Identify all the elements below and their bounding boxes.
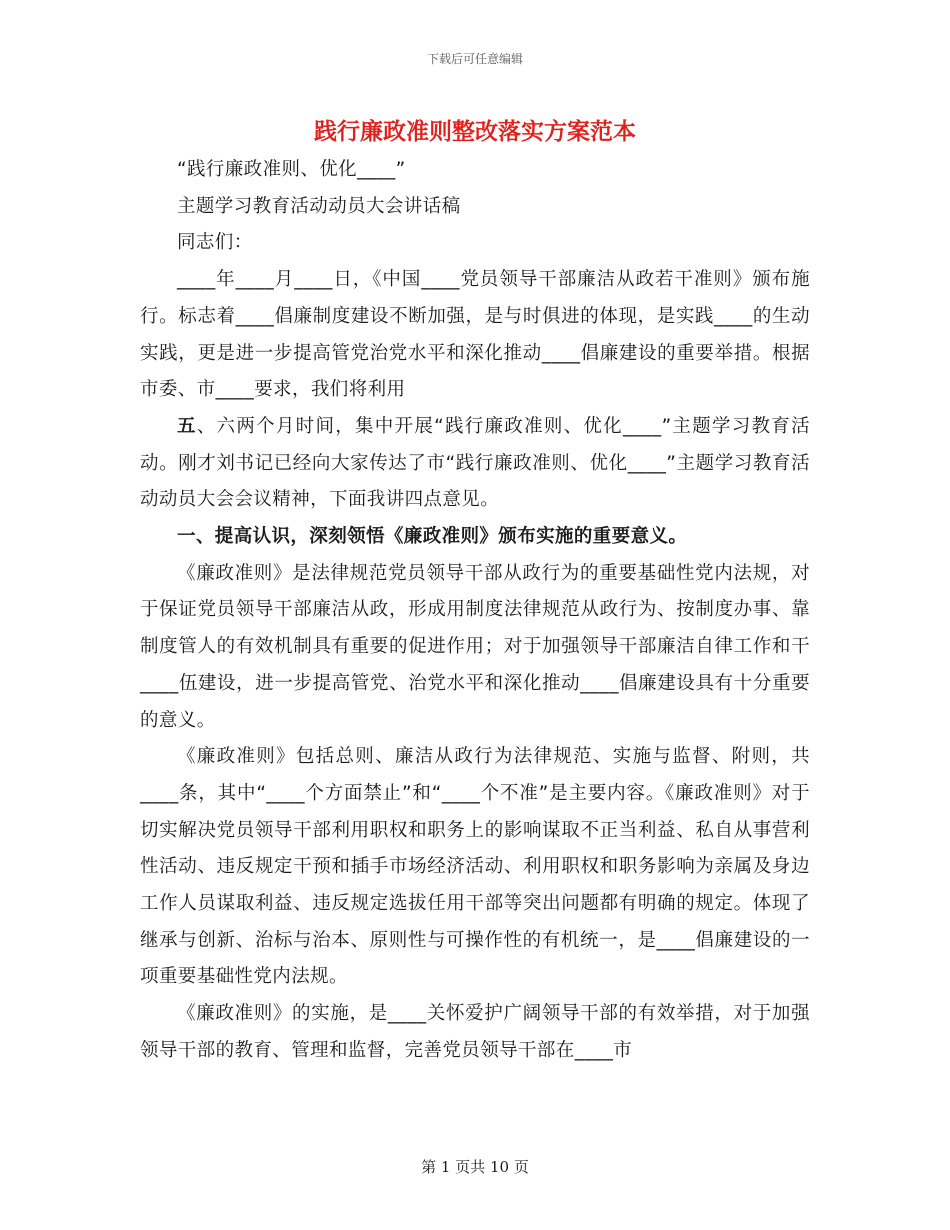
paragraph-intro: ____年____月____日，《中国____党员领导干部廉洁从政若干准则》颁布施行。标志着____倡廉制度建设不断加强，是与时俱进的体现，是实践____的生动实践，更是进一步提高管党治党水平和深化推动____倡廉建设的重要举措。根据市委、市____要求，我们将利用: [140, 269, 810, 401]
page-number: 第 1 页共 10 页: [421, 1158, 529, 1176]
section-heading-1: 一、提高认识，深刻领悟《廉政准则》颁布实施的重要意义。: [177, 526, 688, 548]
page-header-note: 下载后可任意编辑: [426, 52, 523, 66]
paragraph-significance: 《廉政准则》是法律规范党员领导干部从政行为的重要基础性党内法规，对于保证党员领导干部廉洁从政，形成用制度法律规范从政行为、按制度办事、靠制度管人的有效机制具有重要的促进作用；对于加强领导干部廉洁自律工作和干____伍建设，进一步提高管党、治党水平和深化推动____倡廉建设具有十分重要的意义。: [140, 562, 810, 731]
paragraph-subtitle-2: 主题学习教育活动动员大会讲话稿: [177, 195, 461, 217]
paragraph-contents: 《廉政准则》包括总则、廉洁从政行为法律规范、实施与监督、附则，共____条，其中“____个方面禁止”和“____个不准”是主要内容。《廉政准则》对于切实解决党员领导干部利用职权和职务上的影响谋取不正当利益、私自从事营利性活动、违反规定干预和插手市场经济活动、利用职权和职务影响为亲属及身边工作人员谋取利益、违反规定选拔任用干部等突出问题都有明确的规定。体现了继承与创新、治标与治本、原则性与可操作性的有机统一，是____倡廉建设的一项重要基础性党内法规。: [140, 746, 810, 988]
paragraph-lead-char: 五: [177, 415, 197, 437]
paragraph-continuation: 五、六两个月时间，集中开展“践行廉政准则、优化____”主题学习教育活动。刚才刘书记已经向大家传达了市“践行廉政准则、优化____”主题学习教育活动动员大会会议精神，下面我讲四点意见。: [140, 415, 810, 511]
document-title: 践行廉政准则整改落实方案范本: [314, 119, 636, 145]
paragraph-implementation: 《廉政准则》的实施，是____关怀爱护广阔领导干部的有效举措，对于加强领导干部的教育、管理和监督，完善党员领导干部在____市: [140, 1003, 810, 1061]
document-body: [140, 152, 810, 1070]
paragraph-salutation: 同志们：: [177, 232, 253, 254]
paragraph-subtitle-1: “践行廉政准则、优化____”: [177, 159, 406, 180]
